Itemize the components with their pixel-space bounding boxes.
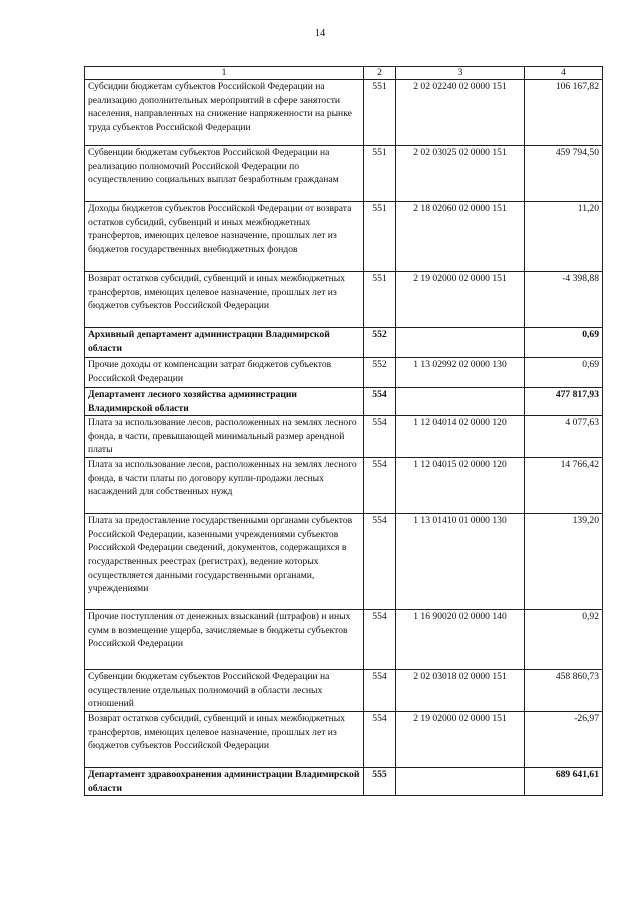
- row-amount: 106 167,82: [525, 80, 603, 146]
- row-admin-code: 551: [364, 202, 396, 272]
- row-admin-code: 554: [364, 514, 396, 610]
- row-admin-code: 554: [364, 458, 396, 514]
- row-name: Департамент здравоохранения администрации Владимирской области: [85, 767, 364, 795]
- table-row: [85, 146, 603, 202]
- row-budget-code: [396, 767, 525, 795]
- row-admin-code: 551: [364, 272, 396, 328]
- row-name: Прочие поступления от денежных взысканий (штрафов) и иных сумм в возмещение ущерба, зачисляемые в бюджеты субъектов Российской Федерации: [85, 610, 364, 670]
- header-row: [85, 67, 603, 80]
- row-amount: 0,69: [525, 328, 603, 358]
- row-amount: 458 860,73: [525, 670, 603, 712]
- row-amount: 4 077,63: [525, 416, 603, 458]
- department-row: [85, 388, 603, 416]
- row-budget-code: [396, 388, 525, 416]
- row-name: Субвенции бюджетам субъектов Российской Федерации на реализацию полномочий Российской Федерации по осуществлению социальных выплат безработным гражданам: [85, 146, 364, 202]
- row-amount: 459 794,50: [525, 146, 603, 202]
- table-row: [85, 272, 603, 328]
- row-amount: 11,20: [525, 202, 603, 272]
- row-budget-code: [396, 328, 525, 358]
- row-budget-code: 1 12 04014 02 0000 120: [396, 416, 525, 458]
- row-admin-code: 554: [364, 711, 396, 767]
- row-amount: 14 766,42: [525, 458, 603, 514]
- row-amount: 689 641,61: [525, 767, 603, 795]
- row-name: Прочие доходы от компенсации затрат бюджетов субъектов Российской Федерации: [85, 358, 364, 388]
- row-amount: 477 817,93: [525, 388, 603, 416]
- row-amount: 0,92: [525, 610, 603, 670]
- department-row: [85, 767, 603, 795]
- header-col-4: 4: [525, 67, 603, 80]
- table-row: [85, 514, 603, 610]
- row-name: Департамент лесного хозяйства администрации Владимирской области: [85, 388, 364, 416]
- row-amount: -4 398,88: [525, 272, 603, 328]
- row-admin-code: 554: [364, 670, 396, 712]
- row-budget-code: 1 16 90020 02 0000 140: [396, 610, 525, 670]
- header-col-2: 2: [364, 67, 396, 80]
- table-row: [85, 416, 603, 458]
- row-budget-code: 2 18 02060 02 0000 151: [396, 202, 525, 272]
- table-row: [85, 202, 603, 272]
- row-budget-code: 2 02 02240 02 0000 151: [396, 80, 525, 146]
- row-budget-code: 2 19 02000 02 0000 151: [396, 272, 525, 328]
- row-admin-code: 554: [364, 416, 396, 458]
- budget-revenue-table: [84, 66, 603, 796]
- row-name: Субвенции бюджетам субъектов Российской Федерации на осуществление отдельных полномочий в области лесных отношений: [85, 670, 364, 712]
- table-row: [85, 670, 603, 712]
- row-amount: 139,20: [525, 514, 603, 610]
- row-budget-code: 2 02 03018 02 0000 151: [396, 670, 525, 712]
- row-budget-code: 1 12 04015 02 0000 120: [396, 458, 525, 514]
- row-name: Возврат остатков субсидий, субвенций и иных межбюджетных трансфертов, имеющих целевое назначение, прошлых лет из бюджетов субъектов Российской Федерации: [85, 711, 364, 767]
- row-budget-code: 2 19 02000 02 0000 151: [396, 711, 525, 767]
- row-amount: -26,97: [525, 711, 603, 767]
- table-row: [85, 610, 603, 670]
- row-name: Возврат остатков субсидий, субвенций и иных межбюджетных трансфертов, имеющих целевое назначение, прошлых лет из бюджетов субъектов Российской Федерации: [85, 272, 364, 328]
- row-amount: 0,69: [525, 358, 603, 388]
- row-admin-code: 554: [364, 388, 396, 416]
- header-col-3: 3: [396, 67, 525, 80]
- row-budget-code: 1 13 01410 01 0000 130: [396, 514, 525, 610]
- table-row: [85, 358, 603, 388]
- header-col-1: 1: [85, 67, 364, 80]
- row-name: Плата за предоставление государственными органами субъектов Российской Федерации, казенными учреждениями субъектов Российской Федерации сведений, документов, содержащихся в государственных реестрах (регистрах), ведение которых осуществляется данными государственными органами, учреждениями: [85, 514, 364, 610]
- row-admin-code: 555: [364, 767, 396, 795]
- table-row: [85, 458, 603, 514]
- row-budget-code: 1 13 02992 02 0000 130: [396, 358, 525, 388]
- table-row: [85, 711, 603, 767]
- row-budget-code: 2 02 03025 02 0000 151: [396, 146, 525, 202]
- row-admin-code: 551: [364, 146, 396, 202]
- row-name: Доходы бюджетов субъектов Российской Федерации от возврата остатков субсидий, субвенций и иных межбюджетных трансфертов, имеющих целевое назначение, прошлых лет из бюджетов государственных внебюджетных фондов: [85, 202, 364, 272]
- row-admin-code: 551: [364, 80, 396, 146]
- page-number: 14: [314, 28, 326, 39]
- row-name: Плата за использование лесов, расположенных на землях лесного фонда, в части, превышающей минимальный размер арендной платы: [85, 416, 364, 458]
- row-name: Плата за использование лесов, расположенных на землях лесного фонда, в части платы по договору купли-продажи лесных насаждений для собственных нужд: [85, 458, 364, 514]
- row-admin-code: 552: [364, 358, 396, 388]
- department-row: [85, 328, 603, 358]
- row-admin-code: 554: [364, 610, 396, 670]
- row-name: Субсидии бюджетам субъектов Российской Федерации на реализацию дополнительных мероприятий в сфере занятости населения, направленных на снижение напряженности на рынке труда субъектов Российской Федерации: [85, 80, 364, 146]
- row-admin-code: 552: [364, 328, 396, 358]
- row-name: Архивный департамент администрации Владимирской области: [85, 328, 364, 358]
- table-row: [85, 80, 603, 146]
